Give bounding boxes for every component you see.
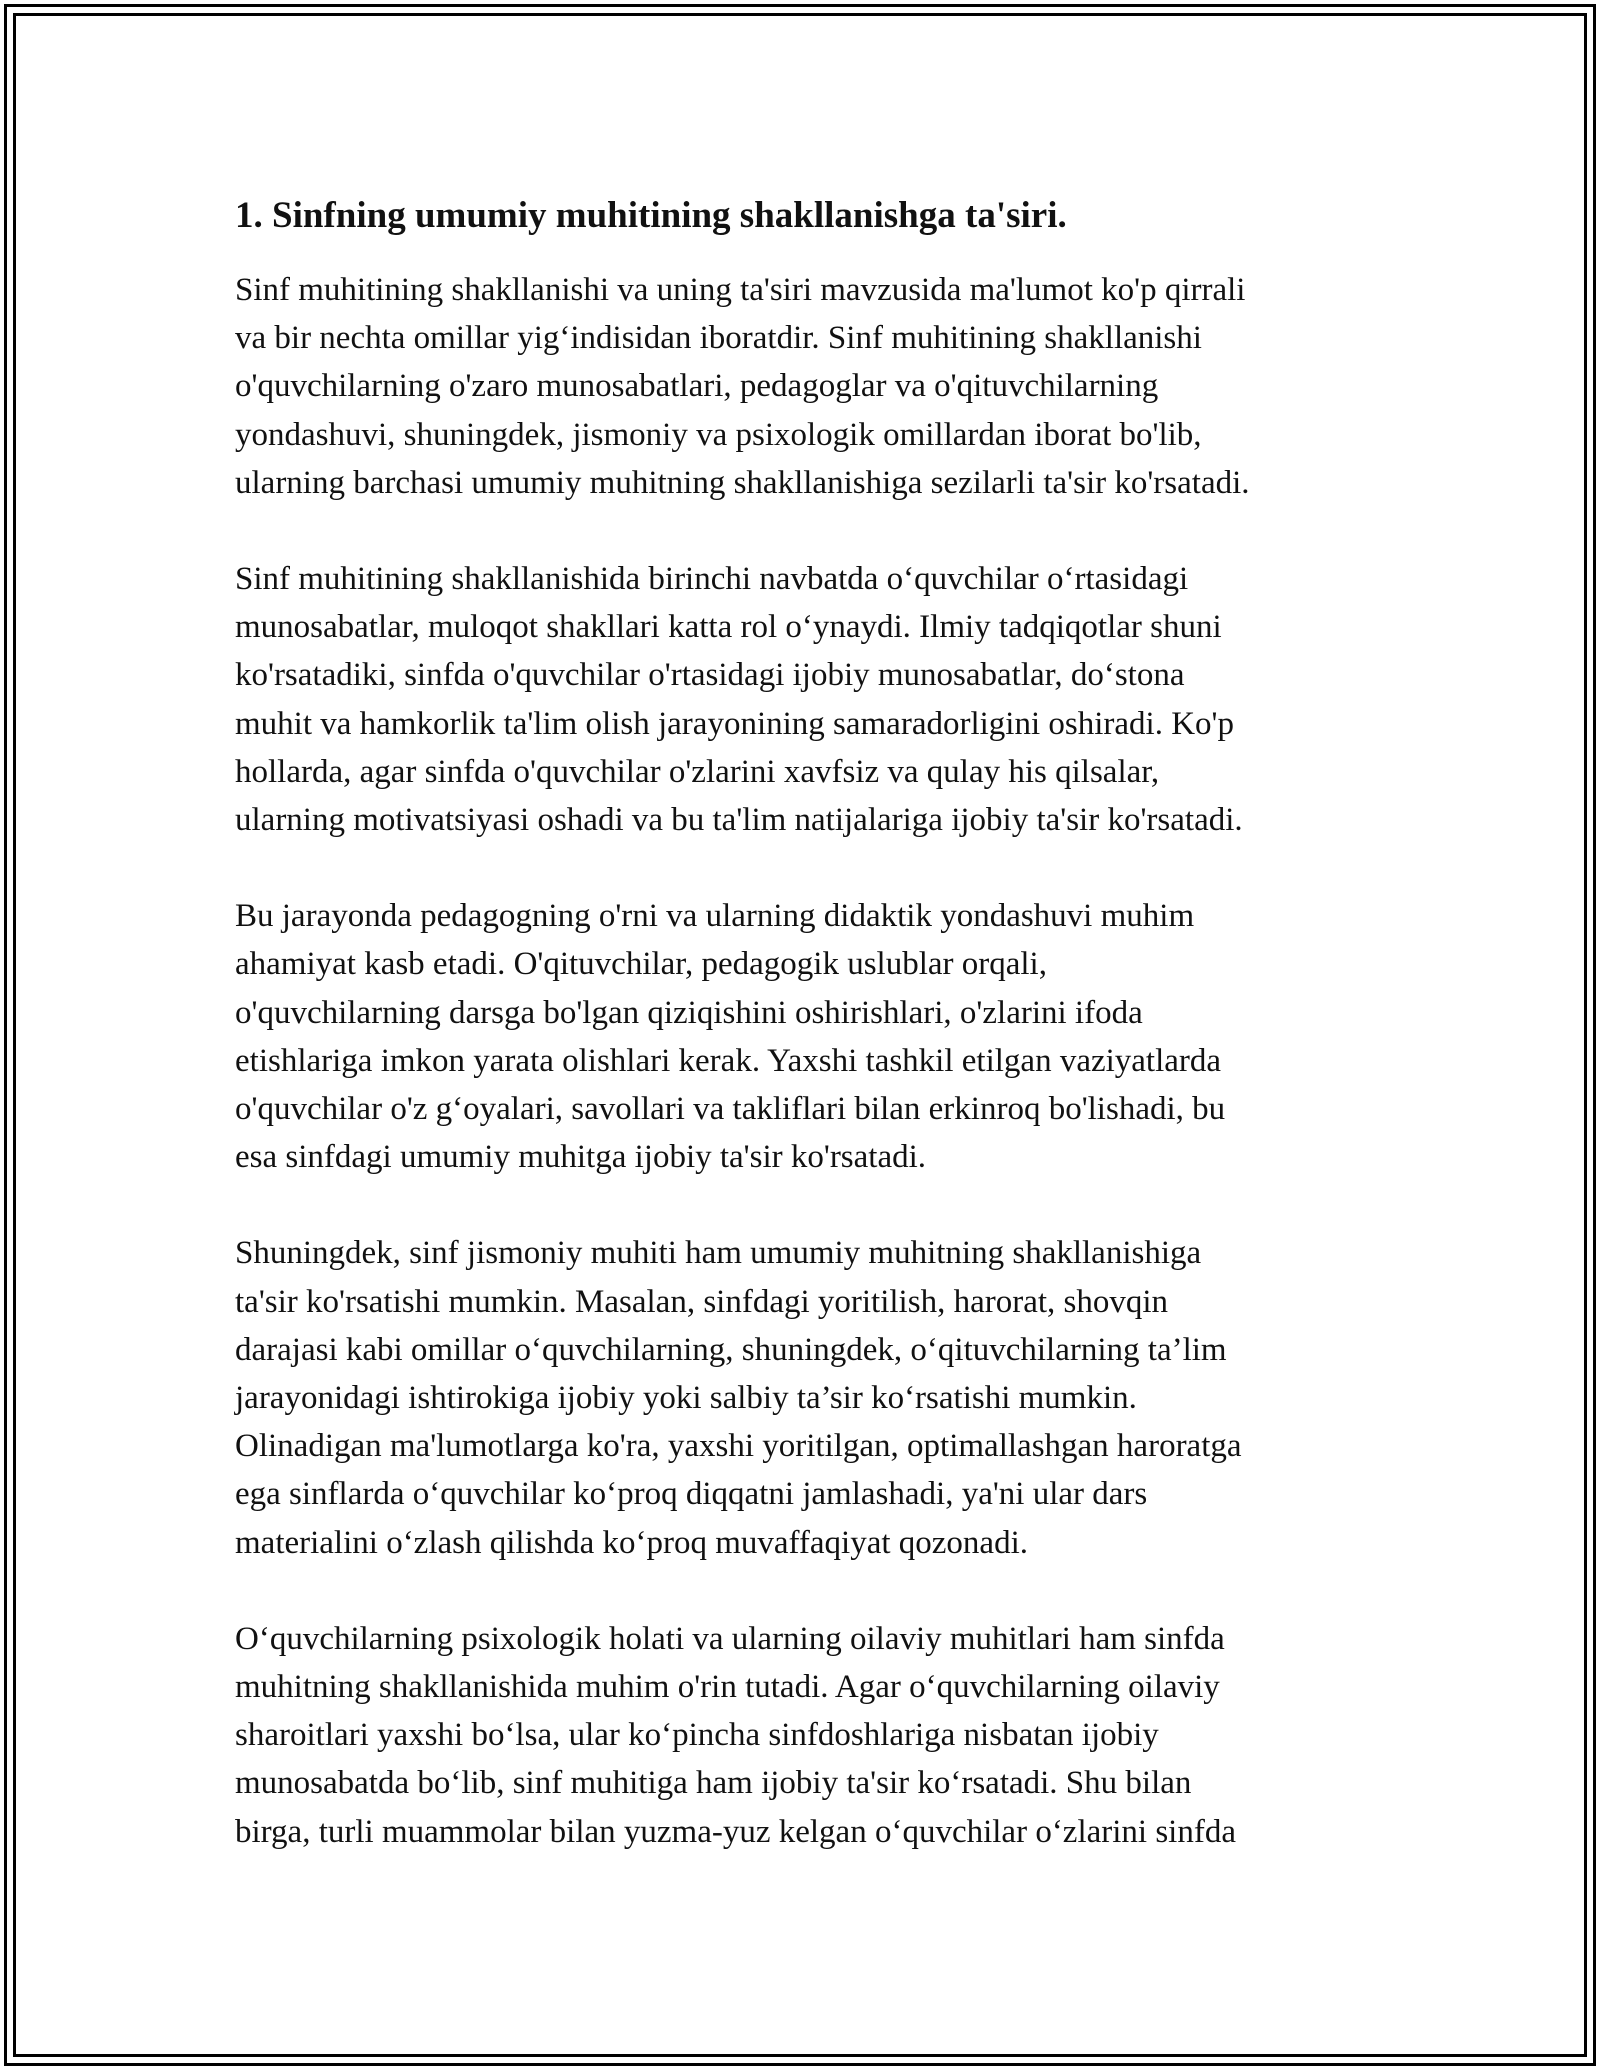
text-line: yondashuvi, shuningdek, jismoniy va psixologik omillardan iborat bo'lib, [235, 416, 1202, 453]
text-line: Bu jarayonda pedagogning o'rni va ularning didaktik yondashuvi muhim [235, 898, 1195, 935]
text-line: ahamiyat kasb etadi. O'qituvchilar, pedagogik uslublar orqali, [235, 946, 1047, 983]
section-heading: 1. Sinfning umumiy muhitining shakllanishga ta'siri. [235, 195, 1067, 236]
text-line: ularning motivatsiyasi oshadi va bu ta'lim natijalariga ijobiy ta'sir ko'rsatadi. [235, 802, 1243, 839]
paragraph-1 [235, 266, 1385, 507]
text-line: va bir nechta omillar yig‘indisidan iboratdir. Sinf muhitining shakllanishi [235, 320, 1202, 357]
text-line: etishlariga imkon yarata olishlari kerak. Yaxshi tashkil etilgan vaziyatlarda [235, 1042, 1222, 1079]
text-line: Olinadigan ma'lumotlarga ko'ra, yaxshi yoritilgan, optimallashgan haroratga [235, 1428, 1242, 1465]
paragraph-3 [235, 892, 1385, 1181]
text-line: muhit va hamkorlik ta'lim olish jarayonining samaradorligini oshiradi. Ko'p [235, 705, 1234, 742]
text-line: ega sinflarda o‘quvchilar ko‘proq diqqatni jamlashadi, ya'ni ular dars [235, 1476, 1148, 1513]
text-line: ularning barchasi umumiy muhitning shakllanishiga sezilarli ta'sir ko'rsatadi. [235, 464, 1250, 501]
text-line: ko'rsatadiki, sinfda o'quvchilar o'rtasidagi ijobiy munosabatlar, do‘stona [235, 657, 1185, 694]
text-line: materialini o‘zlash qilishda ko‘proq muvaffaqiyat qozonadi. [235, 1524, 1028, 1561]
text-line: sharoitlari yaxshi bo‘lsa, ular ko‘pincha sinfdoshlariga nisbatan ijobiy [235, 1717, 1159, 1754]
text-line: muhitning shakllanishida muhim o'rin tutadi. Agar o‘quvchilarning oilaviy [235, 1669, 1220, 1706]
text-line: munosabatlar, muloqot shakllari katta rol o‘ynaydi. Ilmiy tadqiqotlar shuni [235, 609, 1222, 646]
text-line: birga, turli muammolar bilan yuzma-yuz kelgan o‘quvchilar o‘zlarini sinfda [235, 1813, 1236, 1850]
text-line: darajasi kabi omillar o‘quvchilarning, shuningdek, o‘qituvchilarning ta’lim [235, 1331, 1227, 1368]
text-line: o'quvchilarning o'zaro munosabatlari, pedagoglar va o'qituvchilarning [235, 368, 1159, 405]
text-line: esa sinfdagi umumiy muhitga ijobiy ta'sir ko'rsatadi. [235, 1139, 927, 1176]
text-line: jarayonidagi ishtirokiga ijobiy yoki salbiy ta’sir ko‘rsatishi mumkin. [235, 1380, 1137, 1417]
paragraph-4 [235, 1229, 1385, 1566]
text-line: o'quvchilar o'z g‘oyalari, savollari va takliflari bilan erkinroq bo'lishadi, bu [235, 1091, 1226, 1128]
text-line: O‘quvchilarning psixologik holati va ularning oilaviy muhitlari ham sinfda [235, 1620, 1225, 1657]
text-line: ta'sir ko'rsatishi mumkin. Masalan, sinfdagi yoritilish, harorat, shovqin [235, 1283, 1169, 1320]
paragraph-5 [235, 1615, 1385, 1856]
text-line: Sinf muhitining shakllanishi va uning ta'siri mavzusida ma'lumot ko'p qirrali [235, 272, 1246, 308]
text-line: Sinf muhitining shakllanishida birinchi navbatda o‘quvchilar o‘rtasidagi [235, 561, 1189, 598]
paragraph-2 [235, 555, 1385, 844]
text-line: o'quvchilarning darsga bo'lgan qiziqishini oshirishlari, o'zlarini ifoda [235, 994, 1143, 1031]
document-body [235, 188, 1385, 1904]
text-line: hollarda, agar sinfda o'quvchilar o'zlarini xavfsiz va qulay his qilsalar, [235, 753, 1160, 790]
text-line: munosabatda bo‘lib, sinf muhitiga ham ijobiy ta'sir ko‘rsatadi. Shu bilan [235, 1765, 1192, 1802]
text-line: Shuningdek, sinf jismoniy muhiti ham umumiy muhitning shakllanishiga [235, 1235, 1202, 1272]
